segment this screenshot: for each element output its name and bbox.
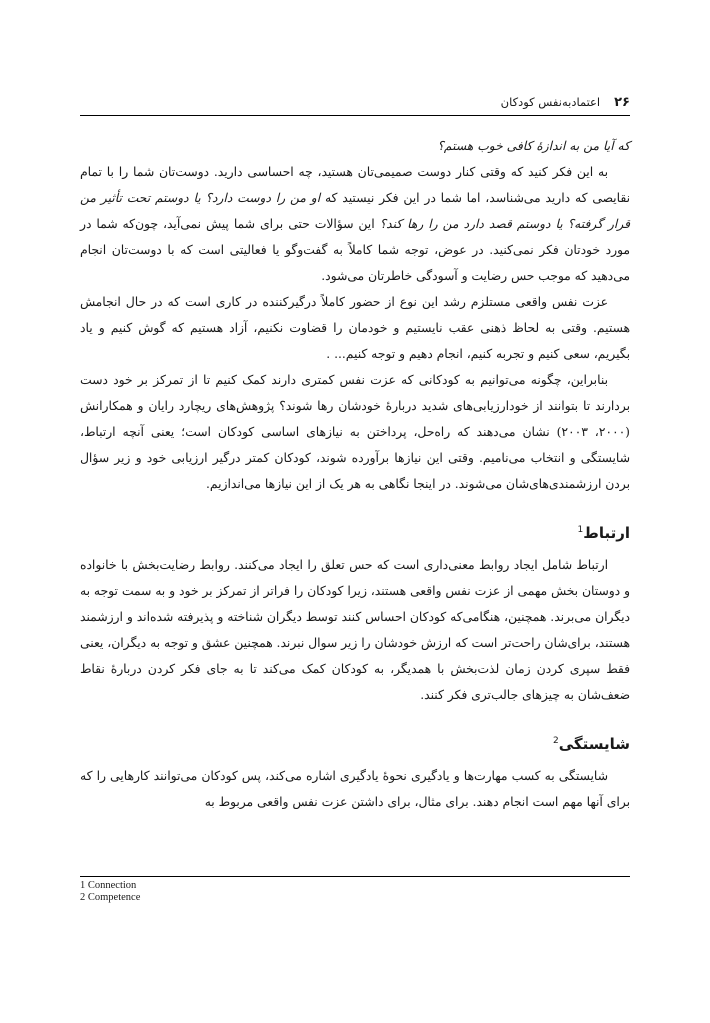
heading-connection xyxy=(80,519,630,544)
lead-question: که آیا من به اندازهٔ کافی خوب هستم؟ xyxy=(437,139,630,153)
paragraph-1 xyxy=(80,159,630,289)
body-text xyxy=(80,133,630,815)
footnote-ref-1: 1 xyxy=(577,525,584,535)
footnote-rule xyxy=(80,876,630,877)
paragraph-1-part-a: به این فکر کنید که وقتی کنار دوست صمیمی‌تان هستید، چه احساسی دارید. دوست‌تان شما را با تمام نقایصی که دارید می‌شناسد، اما شما در این فکر نیستید که xyxy=(80,165,630,205)
paragraph-1-part-b: این سؤالات حتی برای شما پیش نمی‌آید، چون‌که شما در مورد خودتان فکر نمی‌کنید. در عوض، توجه شما کاملاً به گفت‌وگو یا فعالیتی است که با دوست‌تان انجام می‌دهید که موجب حس رضایت و آسودگی خاطرتان می‌شود. xyxy=(80,217,630,283)
page-number: ۲۶ xyxy=(614,95,630,110)
footnote-2: 2 Competence xyxy=(80,892,141,903)
running-title: اعتمادبه‌نفس کودکان xyxy=(500,95,601,109)
footnotes xyxy=(80,880,630,904)
heading-competence xyxy=(80,730,630,755)
paragraph-3: بنابراین، چگونه می‌توانیم به کودکانی که عزت نفس کمتری دارند کمک کنیم تا از تمرکز بر خود دست بردارند تا بتوانند از خودارزیابی‌های شدید دربارهٔ خودشان رها شوند؟ پژوهش‌های ریچارد رایان و همکارانش (۲۰۰۰، ۲۰۰۳) نشان می‌دهند که راه‌حل، پرداختن به نیازهای اساسی کودکان است؛ یعنی آنچه ارتباط، شایستگی و انتخاب می‌نامیم. وقتی این نیازها برآورده شوند، کودکان کمتر درگیر ارزیابی خود و زیر سؤال بردن ارزشمندی‌های‌شان می‌شوند. در اینجا نگاهی به هر یک از این نیازها می‌اندازیم. xyxy=(80,373,630,491)
book-page xyxy=(80,0,630,1023)
paragraph-competence: شایستگی به کسب مهارت‌ها و یادگیری نحوهٔ یادگیری اشاره می‌کند، پس کودکان می‌توانند کارهایی را که برای آنها مهم است انجام دهند. برای مثال، برای داشتن عزت نفس واقعی مربوط به xyxy=(80,769,630,809)
running-head xyxy=(80,95,630,110)
header-rule xyxy=(80,115,630,116)
heading-connection-text: ارتباط xyxy=(583,524,630,542)
paragraph-1-italic-questions: او من را دوست دارد؟ یا دوستم تحت تأثیر من قرار گرفته؟ یا دوستم قصد دارد من را رها کند؟ xyxy=(80,191,630,231)
heading-competence-text: شایستگی xyxy=(558,735,630,753)
footnote-1: 1 Connection xyxy=(80,880,137,891)
paragraph-connection: ارتباط شامل ایجاد روابط معنی‌داری است که حس تعلق را ایجاد می‌کنند. روابط رضایت‌بخش با خانواده و دوستان بخش مهمی از عزت نفس واقعی هستند، زیرا کودکان را فراتر از تمرکز بر خود و به سمت توجه به دیگران می‌برند. همچنین، هنگامی‌که کودکان احساس کنند توسط دیگران شناخته و پذیرفته شده‌اند و ارزشمند هستند، برای‌شان راحت‌تر است که ارزش خودشان را زیر سوال نبرند. همچنین عشق و توجه به دیگران، یعنی فقط سپری کردن زمان لذت‌بخش با همدیگر، به کودکان کمک می‌کند تا به جای فکر کردن دربارهٔ نقاط ضعف‌شان به چیزهای جالب‌تری فکر کنند. xyxy=(80,558,630,702)
paragraph-2: عزت نفس واقعی مستلزم رشد این نوع از حضور کاملاً درگیرکننده در کاری است که در حال انجامش هستیم. وقتی به لحاظ ذهنی عقب نایستیم و خودمان را قضاوت نکنیم، آزاد هستیم که گوش کنیم و یاد بگیریم، سعی کنیم و تجربه کنیم، انجام دهیم و توجه کنیم... . xyxy=(80,295,630,361)
footnote-ref-2: 2 xyxy=(552,736,559,746)
